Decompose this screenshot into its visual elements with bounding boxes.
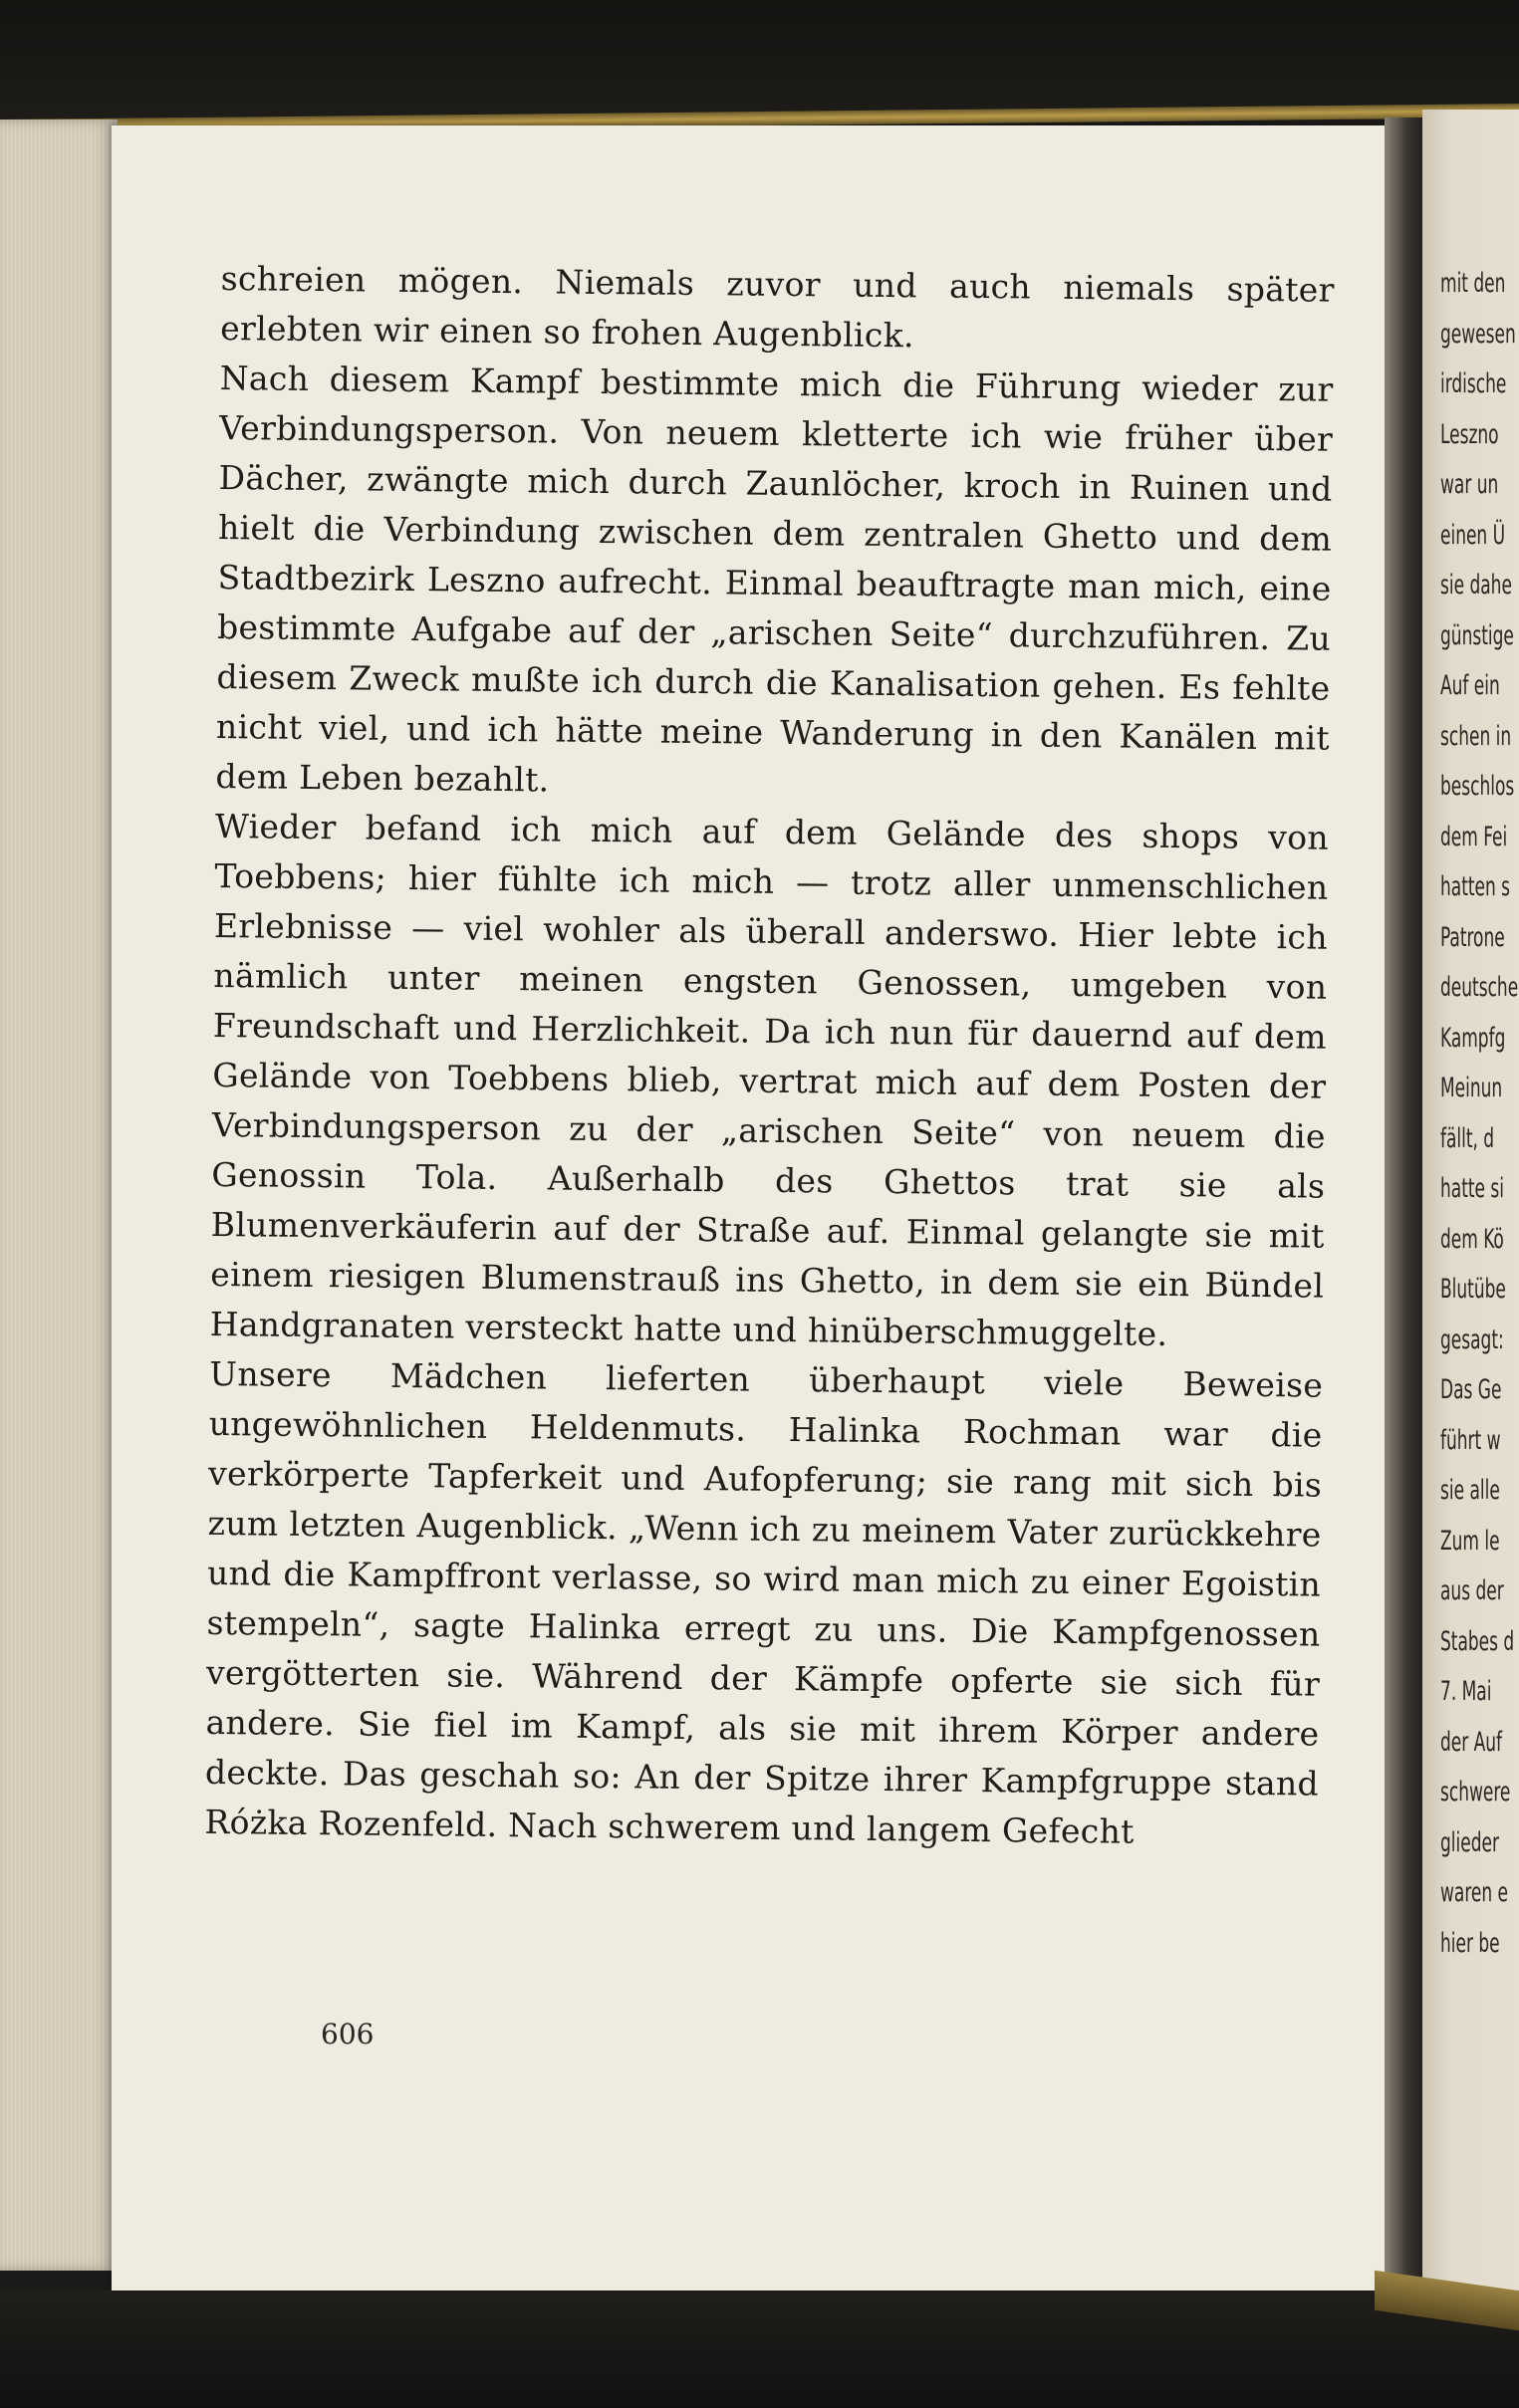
facing-page-line: hier be bbox=[1440, 1927, 1500, 1959]
facing-page-line: Das Ge bbox=[1440, 1374, 1502, 1405]
facing-page-line: gesagt: bbox=[1440, 1324, 1504, 1355]
background-bottom bbox=[0, 2290, 1519, 2408]
facing-page-line: einen Ü bbox=[1440, 519, 1506, 551]
facing-page-line: hatte si bbox=[1440, 1173, 1504, 1204]
paragraph-3: Wieder befand ich mich auf dem Gelände des shops von Toebbens; hier fühlte ich mich — trotz aller unmenschlichen Erlebnisse — viel wohler als überall anderswo. Hier lebte ich nämlich unter meinen engsten Genossen, umgeben von Freundschaft und Herzlichkeit. Da ich nun für dauernd auf dem Gelände von Toebbens blieb, vertrat mich auf dem Posten der Verbindungsperson zu der „arischen Seite“ von neuem die Genossin Tola. Außerhalb des Ghettos trat sie als Blumenverkäuferin auf der Straße auf. Einmal gelangte sie mit einem riesigen Blumenstrauß ins Ghetto, in dem sie ein Bündel Handgranaten versteckt hatte und hinüberschmuggelte. bbox=[209, 806, 1330, 1354]
facing-page-line: Patrone bbox=[1440, 921, 1505, 953]
facing-page-line: hatten s bbox=[1440, 871, 1511, 902]
facing-page-line: Kampfg bbox=[1440, 1022, 1506, 1054]
facing-page-line: Meinun bbox=[1440, 1073, 1503, 1103]
paragraph-4: Unsere Mädchen lieferten überhaupt viele Beweise ungewöhnlichen Heldenmuts. Halinka Rochman war die verkörperte Tapferkeit und Aufopferung; sie rang mit sich bis zum letzten Augenblick. „Wenn ich zu meinem Vater zurückkehre und die Kampffront verlasse, so wird man mich zu einer Egoistin stempeln“, sagte Halinka erregt zu uns. Die Kampfgenossen vergötterten sie. Während der Kämpfe opferte sie sich für andere. Sie fiel im Kampf, als sie mit ihrem Körper andere deckte. Das geschah so: An der Spitze ihrer Kampfgruppe stand Różka Rozenfeld. Nach schwerem und langem Gefecht bbox=[204, 1353, 1324, 1851]
facing-page-line: führt w bbox=[1440, 1424, 1501, 1456]
facing-page-line: Leszno bbox=[1440, 418, 1499, 450]
facing-page-line: fällt, d bbox=[1440, 1122, 1495, 1154]
book-gutter bbox=[1385, 118, 1422, 2298]
page-number: 606 bbox=[321, 2018, 375, 2050]
facing-page-line: waren e bbox=[1440, 1877, 1509, 1908]
facing-page-line: schwere bbox=[1440, 1777, 1511, 1807]
book-page-block bbox=[0, 120, 118, 2271]
facing-page-line: schen in bbox=[1440, 720, 1512, 752]
facing-page-line: Blutübe bbox=[1440, 1274, 1506, 1305]
facing-page-line: sie alle bbox=[1440, 1475, 1500, 1506]
facing-page-line: dem Kö bbox=[1440, 1223, 1504, 1255]
background-top bbox=[0, 0, 1519, 120]
facing-page-line: 7. Mai bbox=[1440, 1676, 1492, 1707]
facing-page-line: Stabes d bbox=[1440, 1625, 1515, 1657]
page-body-text bbox=[204, 254, 1335, 1859]
facing-page-line: aus der bbox=[1440, 1575, 1504, 1606]
facing-page-line: dem Fei bbox=[1440, 821, 1508, 852]
facing-page-line: glieder bbox=[1440, 1826, 1499, 1858]
facing-page-line: sie dahe bbox=[1440, 570, 1512, 601]
facing-page-line: war un bbox=[1440, 469, 1499, 500]
facing-page bbox=[1422, 110, 1519, 2330]
facing-page-line: mit den bbox=[1440, 268, 1506, 299]
facing-page-line: gewesen bbox=[1440, 318, 1516, 350]
paragraph-1: schreien mögen. Niemals zuvor und auch niemals später erlebten wir einen so frohen Augenblick. bbox=[220, 258, 1335, 356]
facing-page-line: irdische bbox=[1440, 368, 1507, 399]
facing-page-line: Zum le bbox=[1440, 1525, 1500, 1557]
facing-page-line: beschlos bbox=[1440, 771, 1515, 802]
paragraph-2: Nach diesem Kampf bestimmte mich die Führung wieder zur Verbindungsperson. Von neuem kletterte ich wie früher über Dächer, zwängte mich durch Zaunlöcher, kroch in Ruinen und hielt die Verbindung zwischen dem zentralen Ghetto und dem Stadtbezirk Leszno aufrecht. Einmal beauftragte man mich, eine bestimmte Aufgabe auf der „arischen Seite“ durchzuführen. Zu diesem Zweck mußte ich durch die Kanalisation gehen. Es fehlte nicht viel, und ich hätte meine Wanderung in den Kanälen mit dem Leben bezahlt. bbox=[215, 358, 1334, 800]
facing-page-line: Auf ein bbox=[1440, 670, 1500, 701]
facing-page-line: günstige bbox=[1440, 619, 1514, 651]
facing-page-line: der Auf bbox=[1440, 1726, 1503, 1758]
facing-page-text bbox=[1440, 259, 1519, 1969]
facing-page-line: deutsche bbox=[1440, 972, 1519, 1003]
